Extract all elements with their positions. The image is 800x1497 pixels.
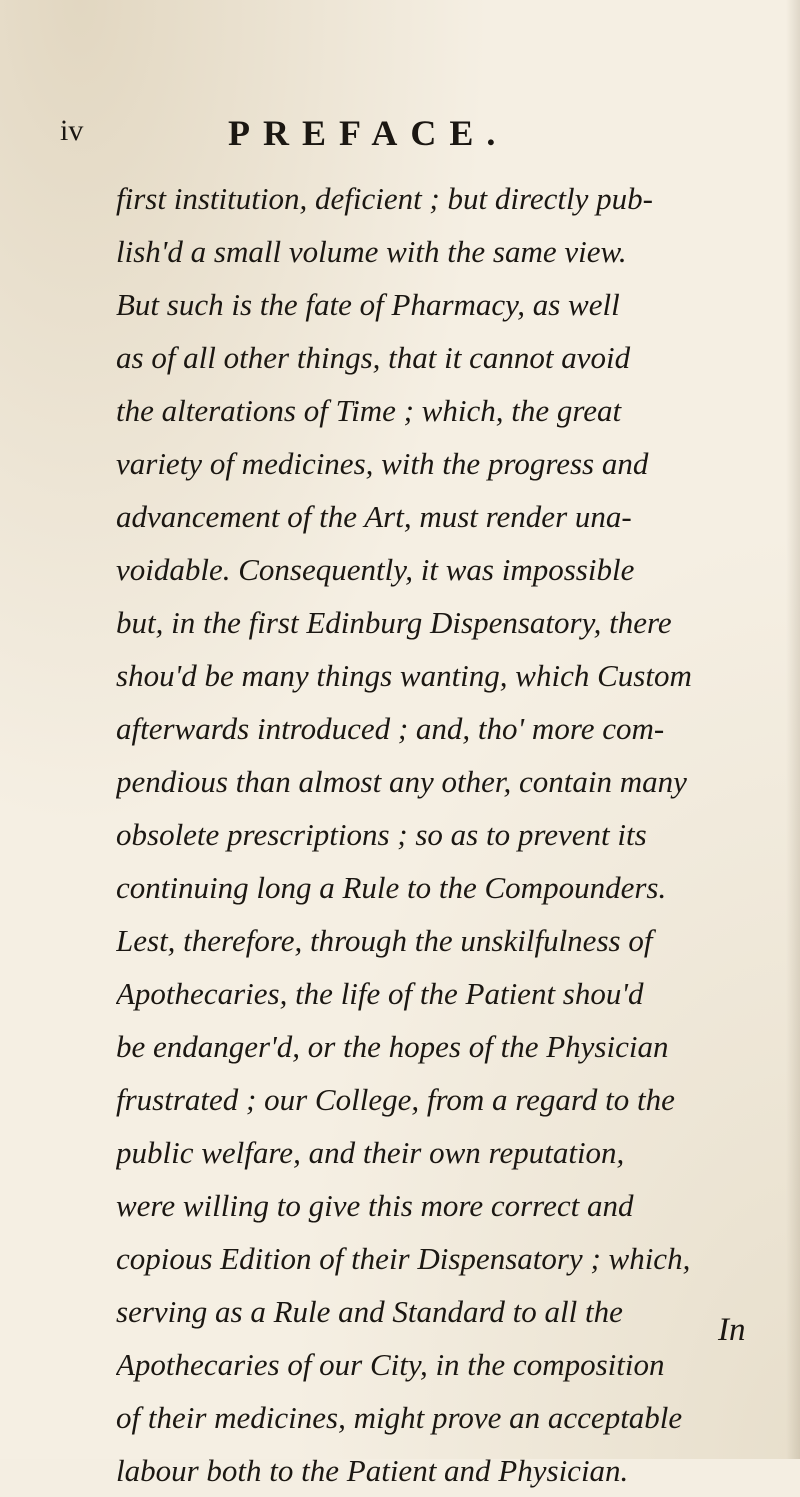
text-line: Lest, therefore, through the unskilfulness of	[116, 923, 653, 958]
text-line: labour both to the Patient and Physician.	[116, 1453, 629, 1488]
text-line: variety of medicines, with the progress and	[116, 446, 649, 481]
text-line: the alterations of Time ; which, the great	[116, 393, 622, 428]
text-line: Apothecaries, the life of the Patient shou'd	[116, 976, 644, 1011]
text-line: first institution, deficient ; but directly pub-	[116, 181, 653, 216]
text-line: pendious than almost any other, contain many	[116, 764, 687, 799]
text-line: frustrated ; our College, from a regard to the	[116, 1082, 675, 1117]
preface-body	[116, 172, 776, 1497]
text-line: but, in the first Edinburg Dispensatory, there	[116, 605, 672, 640]
text-line: were willing to give this more correct and	[116, 1188, 634, 1223]
page-number: iv	[60, 114, 84, 147]
text-line: be endanger'd, or the hopes of the Physician	[116, 1029, 669, 1064]
text-line: copious Edition of their Dispensatory ; which,	[116, 1241, 691, 1276]
text-line: advancement of the Art, must render una-	[116, 499, 632, 534]
text-line: public welfare, and their own reputation,	[116, 1135, 625, 1170]
page-edge-shadow	[786, 0, 800, 1459]
text-line: serving as a Rule and Standard to all the	[116, 1294, 623, 1329]
text-line: afterwards introduced ; and, tho' more com-	[116, 711, 665, 746]
text-line: shou'd be many things wanting, which Custom	[116, 658, 692, 693]
text-line: But such is the fate of Pharmacy, as well	[116, 287, 620, 322]
text-line: as of all other things, that it cannot avoid	[116, 340, 631, 375]
text-line: of their medicines, might prove an acceptable	[116, 1400, 683, 1435]
text-line: lish'd a small volume with the same view.	[116, 234, 627, 269]
catchword: In	[718, 1312, 746, 1348]
running-head: PREFACE.	[228, 113, 509, 153]
text-line: voidable. Consequently, it was impossible	[116, 552, 635, 587]
text-line: Apothecaries of our City, in the composition	[116, 1347, 665, 1382]
page-header	[60, 112, 760, 152]
text-line: continuing long a Rule to the Compounders.	[116, 870, 667, 905]
text-line: obsolete prescriptions ; so as to prevent its	[116, 817, 647, 852]
